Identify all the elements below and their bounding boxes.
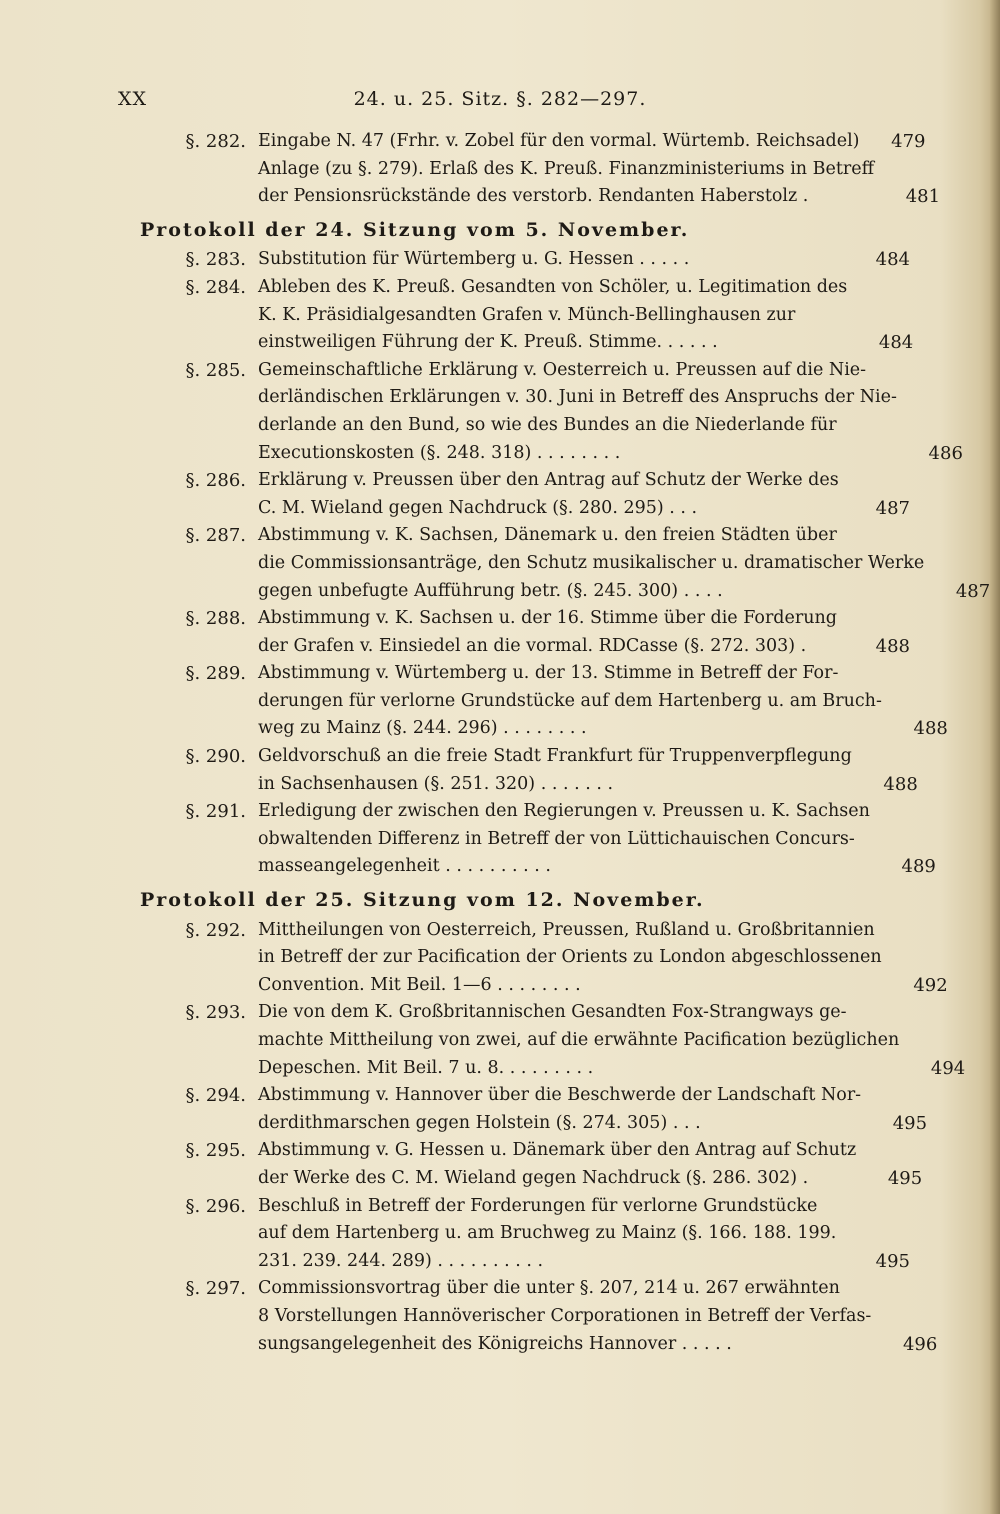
entry-page: 486	[928, 442, 963, 464]
entry-text	[258, 917, 882, 1000]
entry-number: §. 296.	[185, 1195, 246, 1217]
protocol-heading-25: Protokoll der 25. Sitzung vom 12. November.	[140, 889, 705, 912]
toc-entry-292	[140, 917, 948, 1000]
entry-number: §. 290.	[185, 746, 246, 768]
entry-line: Mittheilungen von Oesterreich, Preussen, Rußland u. Großbritannien	[258, 919, 875, 940]
entry-page: 495	[875, 1250, 910, 1272]
entry-page: 479	[891, 131, 926, 152]
entry-number: §. 291.	[185, 801, 246, 823]
entry-line: derdithmarschen gegen Holstein (§. 274. 305) . . .	[258, 1112, 701, 1133]
toc-entry-295	[140, 1137, 923, 1192]
toc-entry-291	[140, 798, 936, 881]
entry-line: die Commissionsanträge, den Schutz musikalischer u. dramatischer Werke	[258, 552, 925, 573]
entry-line: der Grafen v. Einsiedel an die vormal. RDCasse (§. 272. 303) .	[258, 635, 807, 656]
table-of-contents	[140, 128, 991, 1358]
entry-number: §. 295.	[185, 1140, 246, 1162]
entry-text	[258, 1275, 871, 1358]
entry-page: 488	[875, 635, 910, 657]
entry-page: 488	[883, 773, 918, 795]
entry-page: 495	[887, 1167, 923, 1189]
toc-entry-285	[140, 357, 963, 467]
entry-page: 484	[878, 332, 914, 354]
entry-line: der Werke des C. M. Wieland gegen Nachdruck (§. 286. 302) .	[258, 1167, 809, 1188]
entry-number: §. 286.	[185, 470, 246, 492]
entry-line: weg zu Mainz (§. 244. 296) . . . . . . . .	[258, 718, 587, 739]
entry-number: §. 293.	[185, 1002, 246, 1024]
entry-line: Abstimmung v. K. Sachsen, Dänemark u. den freien Städten über	[258, 525, 837, 546]
entry-line: in Sachsenhausen (§. 251. 320) . . . . . . .	[258, 773, 614, 794]
entry-line: in Betreff der zur Pacification der Orients zu London abgeschlossenen	[258, 947, 882, 968]
entry-line: K. K. Präsidialgesandten Grafen v. Münch-Bellinghausen zur	[258, 304, 796, 325]
toc-entry-294	[140, 1082, 928, 1137]
entry-text	[258, 357, 897, 467]
entry-page: 487	[875, 497, 910, 519]
entry-line: sungsangelegenheit des Königreichs Hannover . . . . .	[258, 1333, 732, 1354]
entry-line: Abstimmung v. K. Sachsen u. der 16. Stimme über die Forderung	[258, 608, 837, 629]
toc-entry-297	[140, 1275, 938, 1358]
entry-line: Executionskosten (§. 248. 318) . . . . . . . .	[258, 442, 621, 463]
page-edge	[990, 0, 1000, 1514]
entry-line: Abstimmung v. G. Hessen u. Dänemark über den Antrag auf Schutz	[258, 1140, 857, 1161]
toc-entry-288	[140, 605, 910, 660]
entry-number: §. 292.	[185, 919, 246, 941]
toc-entry-286	[140, 467, 910, 522]
entry-line: der Pensionsrückstände des verstorb. Rendanten Haberstolz .	[258, 186, 809, 207]
entry-text	[258, 660, 882, 743]
entry-line: derungen für verlorne Grundstücke auf dem Hartenberg u. am Bruch-	[258, 690, 882, 711]
entry-page: 488	[913, 718, 948, 740]
toc-entry-284	[140, 274, 914, 357]
entry-line: obwaltenden Differenz in Betreff der von Lüttichauischen Concurs-	[258, 828, 855, 849]
entry-line: derländischen Erklärungen v. 30. Juni in Betreff des Anspruchs der Nie-	[258, 387, 897, 408]
entry-number: §. 288.	[185, 608, 246, 630]
entry-line: Anlage (zu §. 279). Erlaß des K. Preuß. Finanzministeriums in Betreff	[258, 158, 875, 179]
entry-text	[258, 1137, 856, 1192]
entry-text	[258, 743, 852, 798]
toc-entry-283	[140, 246, 910, 274]
entry-text	[258, 522, 924, 605]
entry-line: auf dem Hartenberg u. am Bruchweg zu Mainz (§. 166. 188. 199.	[258, 1223, 837, 1244]
entry-page: 495	[892, 1112, 928, 1134]
entry-line: 8 Vorstellungen Hannöverischer Corporationen in Betreff der Verfas-	[258, 1305, 872, 1326]
entry-text	[258, 999, 899, 1082]
entry-text	[258, 798, 870, 881]
entry-number: §. 284.	[185, 276, 246, 298]
entry-page: 489	[901, 856, 936, 878]
entry-line: 231. 239. 244. 289) . . . . . . . . . .	[258, 1250, 544, 1271]
entry-line: Geldvorschuß an die freie Stadt Frankfurt für Truppenverpflegung	[258, 746, 852, 767]
entry-line: Abstimmung v. Würtemberg u. der 13. Stimme in Betreff der For-	[258, 663, 839, 684]
entry-text	[258, 274, 847, 357]
running-header	[0, 88, 1000, 118]
entry-text	[258, 128, 860, 156]
toc-entry-287	[140, 522, 991, 605]
entry-page: 494	[930, 1057, 966, 1079]
entry-text	[258, 246, 844, 274]
entry-number: §. 294.	[185, 1085, 246, 1107]
protocol-heading-24: Protokoll der 24. Sitzung vom 5. November.	[140, 218, 690, 241]
entry-page: 496	[902, 1333, 938, 1355]
entry-page: 484	[875, 249, 910, 271]
entry-line: gegen unbefugte Aufführung betr. (§. 245. 300) . . . .	[258, 580, 723, 601]
entry-number: §. 285.	[185, 359, 246, 381]
running-title: 24. u. 25. Sitz. §. 282—297.	[353, 88, 647, 110]
entry-page: 492	[913, 974, 948, 996]
entry-line: C. M. Wieland gegen Nachdruck (§. 280. 295) . . .	[258, 497, 698, 518]
entry-text	[258, 467, 844, 522]
entry-line: Depeschen. Mit Beil. 7 u. 8. . . . . . . . .	[258, 1057, 594, 1078]
page-number: XX	[118, 88, 148, 110]
entry-number: §. 297.	[185, 1278, 246, 1300]
entry-number: §. 289.	[185, 663, 246, 685]
entry-line: Commissionsvortrag über die unter §. 207, 214 u. 267 erwähnten	[258, 1278, 840, 1299]
entry-number: §. 287.	[185, 525, 246, 547]
entry-text	[258, 1082, 861, 1137]
toc-entry-290	[140, 743, 918, 798]
entry-line: Beschluß in Betreff der Forderungen für verlorne Grundstücke	[258, 1195, 818, 1216]
entry-line: masseangelegenheit . . . . . . . . . .	[258, 856, 551, 877]
entry-line: Substitution für Würtemberg u. G. Hessen . . . . .	[258, 249, 690, 270]
entry-line: machte Mittheilung von zwei, auf die erwähnte Pacification bezüglichen	[258, 1030, 900, 1050]
entry-text	[258, 1193, 844, 1276]
entry-page: 481	[905, 186, 941, 208]
entry-text	[258, 156, 874, 211]
entry-number: §. 283.	[185, 249, 246, 271]
toc-entry-293	[140, 999, 966, 1082]
entry-line: Erklärung v. Preussen über den Antrag auf Schutz der Werke des	[258, 470, 839, 491]
entry-line: Erledigung der zwischen den Regierungen v. Preussen u. K. Sachsen	[258, 801, 870, 822]
toc-entry-296	[140, 1193, 910, 1276]
entry-text	[258, 605, 844, 660]
entry-line: Ableben des K. Preuß. Gesandten von Schöler, u. Legitimation des	[258, 276, 848, 297]
entry-page: 487	[955, 580, 991, 602]
entry-line: derlande an den Bund, so wie des Bundes an die Niederlande für	[258, 414, 837, 435]
toc-entry-289	[140, 660, 948, 743]
entry-line: Eingabe N. 47 (Frhr. v. Zobel für den vormal. Würtemb. Reichsadel)	[258, 131, 860, 151]
entry-line: einstweiligen Führung der K. Preuß. Stimme. . . . . .	[258, 332, 718, 353]
entry-line: Gemeinschaftliche Erklärung v. Oesterreich u. Preussen auf die Nie-	[258, 359, 867, 380]
entry-line: Die von dem K. Großbritannischen Gesandten Fox-Strangways ge-	[258, 1002, 847, 1023]
toc-entry-anlage	[140, 156, 941, 211]
entry-line: Convention. Mit Beil. 1—6 . . . . . . . .	[258, 974, 581, 995]
toc-entry-282	[140, 128, 926, 156]
entry-number: §. 282.	[185, 131, 246, 152]
entry-line: Abstimmung v. Hannover über die Beschwerde der Landschaft Nor-	[258, 1085, 862, 1106]
